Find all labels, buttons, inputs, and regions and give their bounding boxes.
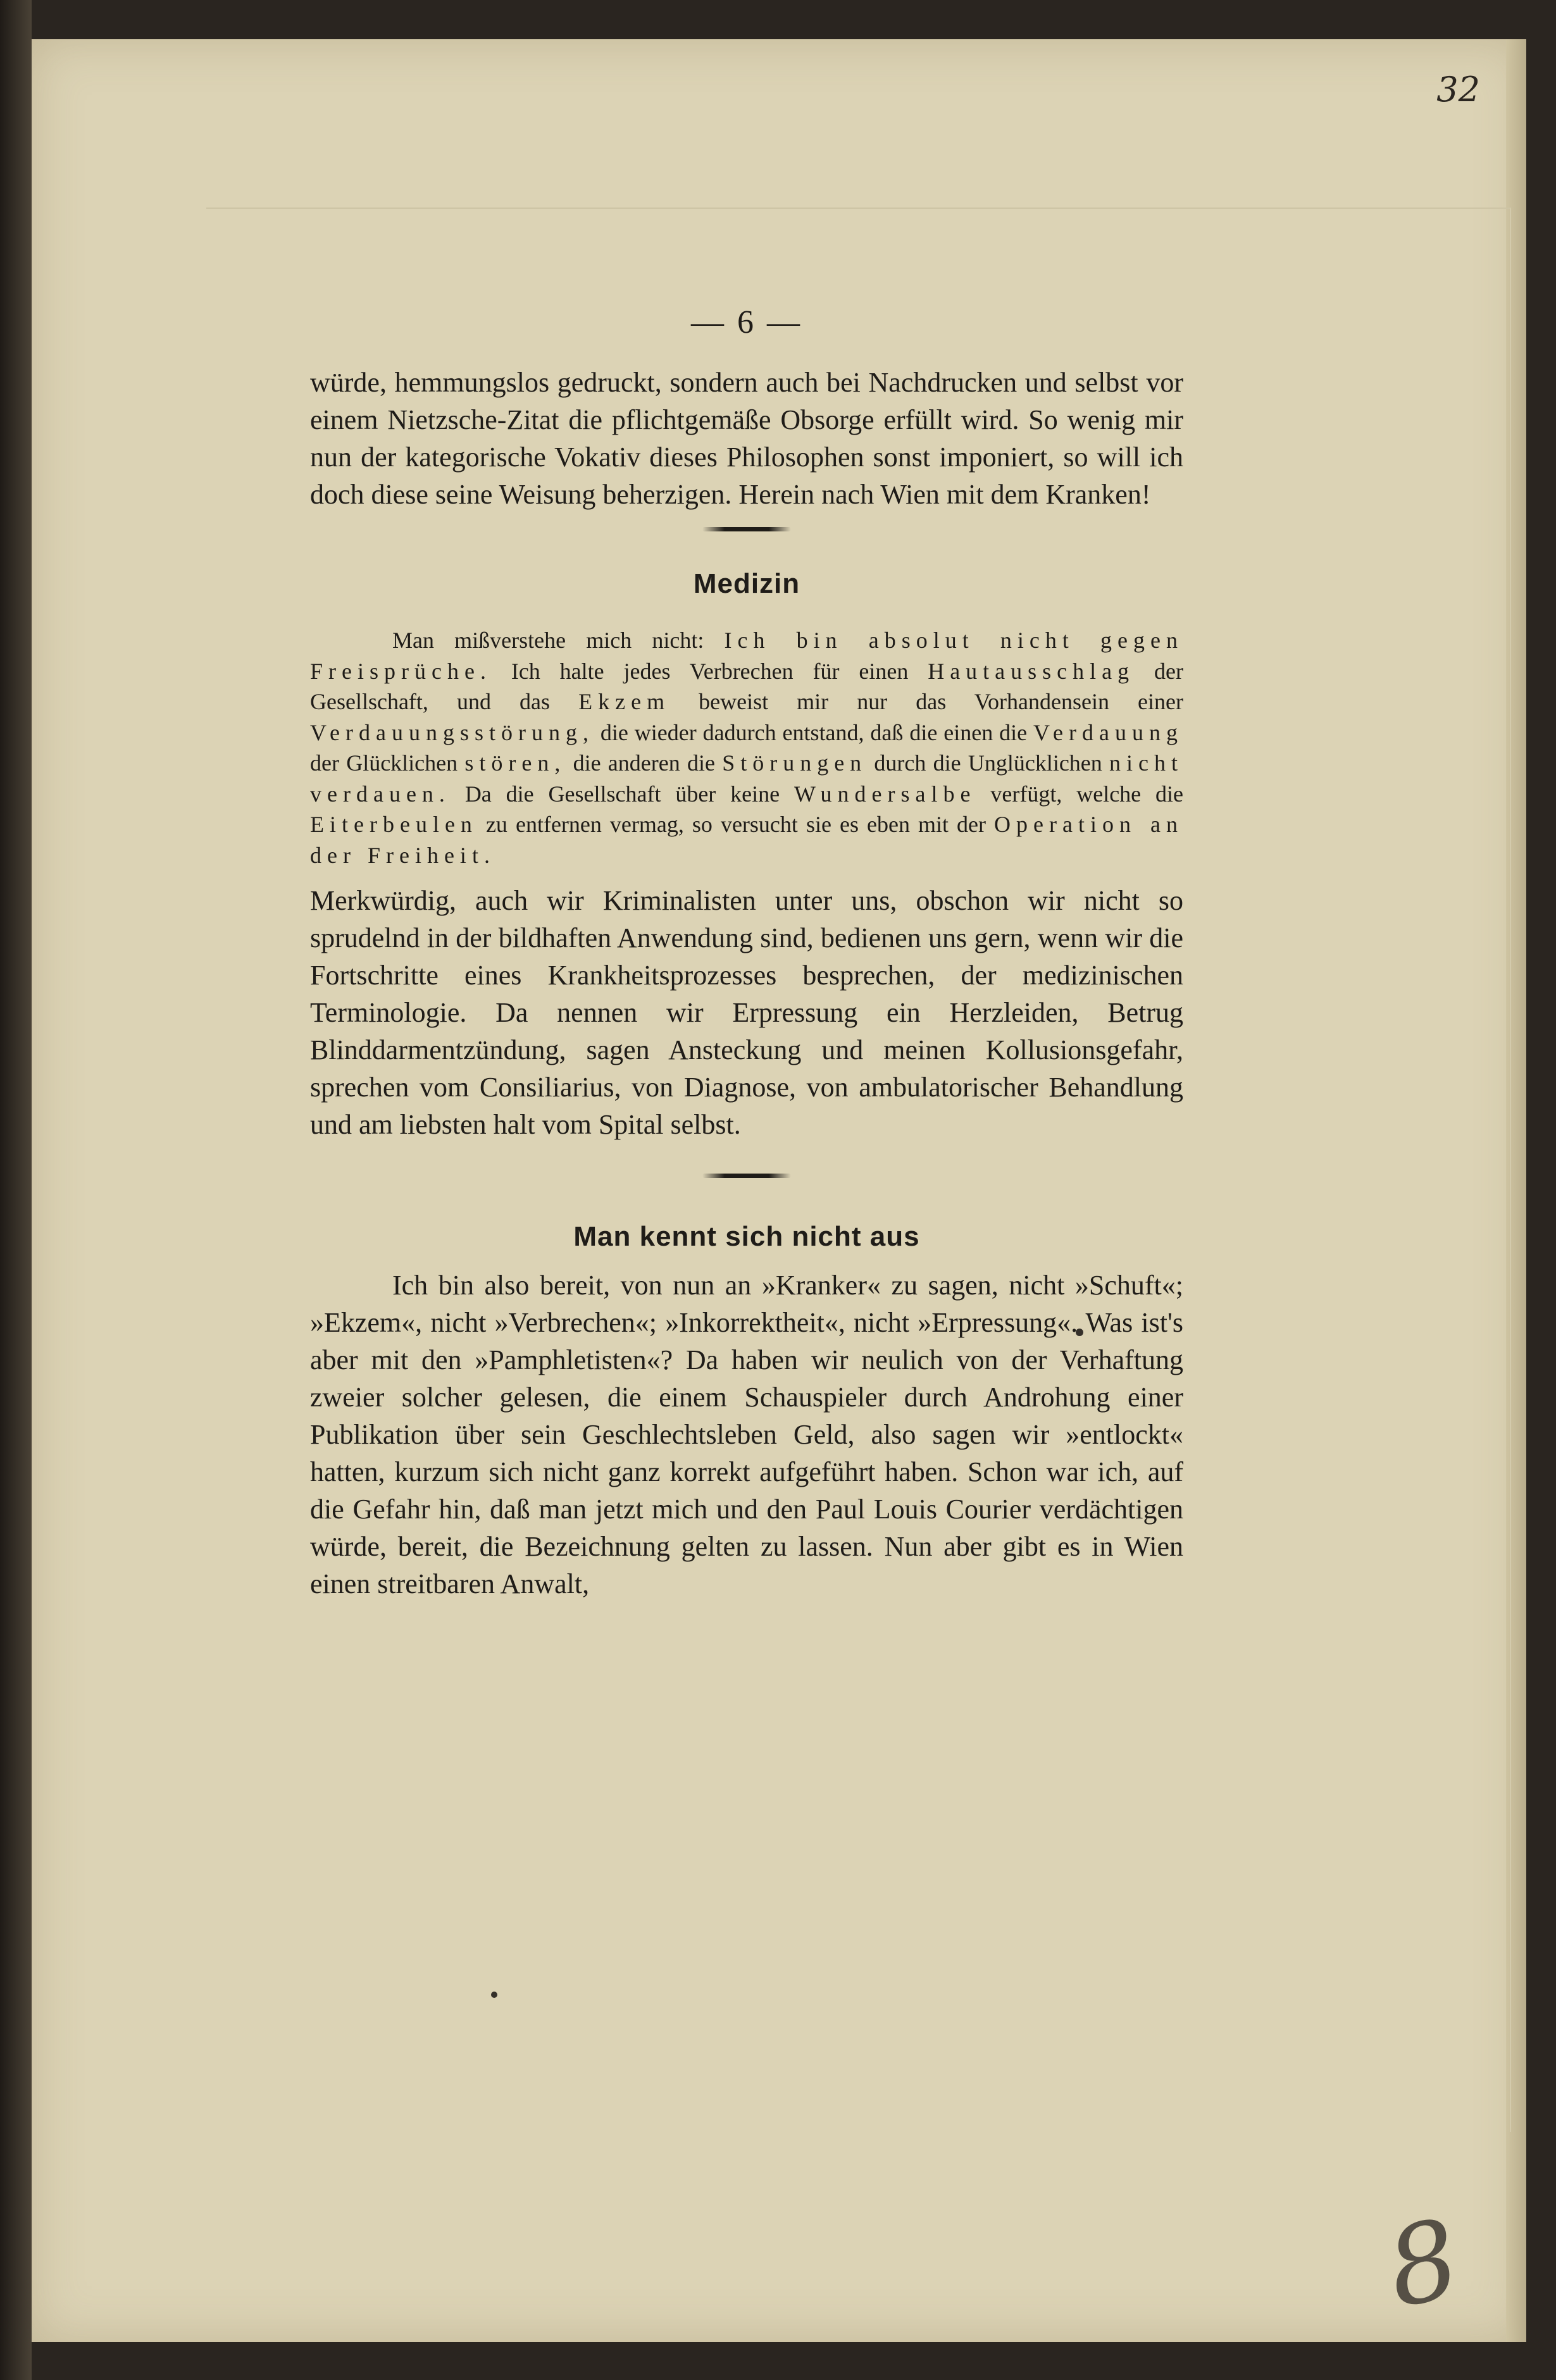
section-divider <box>702 1174 791 1178</box>
paragraph-ich-bin: Ich bin also bereit, von nun an »Kranker« zu sagen, nicht »Schuft«; »Ekzem«, nicht »Verbrechen«; »Inkorrektheit«, nicht »Erpressung«. Was ist's aber mit den »Pamphletisten«? Da haben wir neulich von der Verhaftung zweier solcher gelesen, die einem Schauspieler durch Androhung einer Publikation über sein Geschlechtsleben Geld, also sagen wir »entlockt« hatten, kurzum sich nicht ganz korrekt aufgeführt haben. Schon war ich, auf die Gefahr hin, daß man jetzt mich und den Paul Louis Courier verdächtigen würde, bereit, die Bezeichnung gelten zu lassen. Nun aber gibt es in Wien einen streitbaren Anwalt, <box>310 1270 1183 1599</box>
paragraph-continuation: würde, hemmungslos gedruckt, sondern auch bei Nachdrucken und selbst vor einem Nietzsche-Zitat die pflichtgemäße Obsorge erfüllt wird. So wenig mir nun der kategorische Vokativ dieses Philosophen sonst imponiert, so will ich doch diese seine Weisung beherzigen. Herein nach Wien mit dem Kranken! <box>310 367 1183 510</box>
archive-folio-number: 32 <box>1436 70 1480 109</box>
section-divider <box>702 527 791 531</box>
book-spine <box>0 0 32 2380</box>
page-number: — 6 — <box>691 304 802 340</box>
archive-handwritten-mark: 8 <box>1376 2195 1470 2333</box>
paragraph-merkwuerdig: Merkwürdig, auch wir Kriminalisten unter uns, obschon wir nicht so sprudelnd in der bildhaften Anwendung sind, bedienen uns gern, wenn wir die Fortschritte eines Krankheitsprozesses besprechen, der medizinischen Terminologie. Da nennen wir Erpressung ein Herzleiden, Betrug Blinddarmentzündung, sagen Ansteckung und meinen Kollusionsgefahr, sprechen vom Consiliarius, von Diagnose, von ambulatorischer Behandlung und am liebsten halt vom Spital selbst. <box>310 885 1183 1140</box>
heading-man-kennt: Man kennt sich nicht aus <box>573 1221 920 1252</box>
quote-paragraph: Man mißverstehe mich nicht: Ich bin absolut nicht gegen Freisprüche. Ich halte jedes Verbrechen für einen Hautausschlag der Gesellschaft, und das Ekzem beweist mir nur das Vorhandensein einer Verdauungsstörung, die wieder dadurch entstand, daß die einen die Verdauung der Glücklichen stören, die anderen die Störungen durch die Unglücklichen nicht verdauen. Da die Gesellschaft über keine Wundersalbe verfügt, welche die Eiterbeulen zu entfernen vermag, so versucht sie es eben mit der Operation an der Freiheit. <box>310 628 1184 868</box>
heading-medizin: Medizin <box>693 568 800 599</box>
ink-speck <box>491 1992 497 1998</box>
page-content <box>310 304 1183 1602</box>
